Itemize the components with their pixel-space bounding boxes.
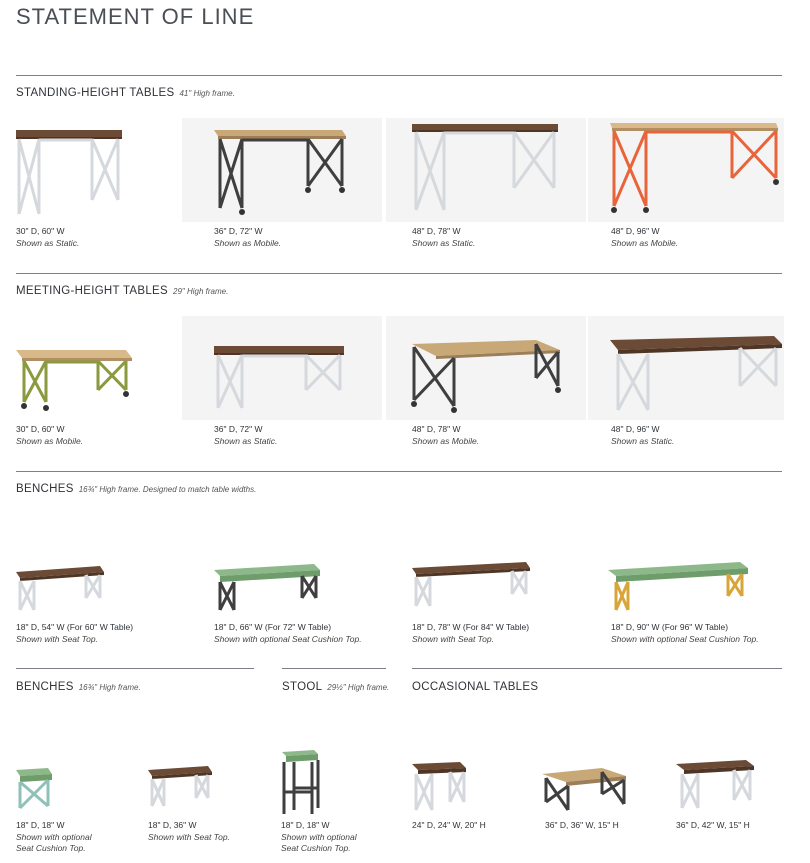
product-meeting-36x72 [182,316,382,420]
section-heading-standing [16,87,235,99]
bench-illustration [146,764,226,814]
dimension-label: 30" D, 60" W [16,424,65,434]
product-standing-30x60 [14,118,184,222]
dimension-label: 36" D, 36" W, 15" H [545,820,619,830]
table-illustration [14,118,184,222]
section-note: 41" High frame. [179,89,235,98]
section-heading-benches-small [16,681,141,693]
table-illustration [674,758,774,816]
table-illustration [410,758,480,816]
dimension-label: 18" D, 18" W [281,820,330,830]
shown-as-label: Shown with Seat Top. [148,832,230,842]
dimension-label: 18" D, 66" W (For 72" W Table) [214,622,332,632]
shown-as-label: Shown as Mobile. [214,238,282,248]
dimension-label: 48" D, 96" W [611,424,660,434]
table-illustration [386,118,586,222]
shown-as-label: Shown as Mobile. [16,436,84,446]
dimension-label: 48" D, 78" W [412,424,461,434]
shown-as-label: Shown with optional Seat Cushion Top. [611,634,759,644]
shown-as-label-line2: Seat Cushion Top. [281,843,351,853]
dimension-label: 18" D, 90" W (For 96" W Table) [611,622,729,632]
section-note: 29" High frame. [173,287,229,296]
section-note: 16¾" High frame. Designed to match table widths. [78,485,257,494]
product-stool-18x18 [278,748,328,818]
bench-illustration [14,560,184,618]
product-standing-48x78 [386,118,586,222]
product-meeting-48x96 [588,316,784,420]
section-note: 16¾" High frame. [78,683,141,692]
product-occasional-36x36 [540,764,640,816]
section-heading-occasional [412,681,538,693]
product-bench-18x66 [210,560,390,618]
section-heading-benches [16,483,256,495]
product-standing-36x72 [182,118,382,222]
bench-illustration [14,764,64,814]
dimension-label: 36" D, 72" W [214,226,263,236]
section-title: BENCHES [16,681,74,693]
dimension-label: 36" D, 72" W [214,424,263,434]
section-divider [412,668,782,669]
dimension-label: 48" D, 78" W [412,226,461,236]
section-heading-meeting [16,285,228,297]
section-title: MEETING-HEIGHT TABLES [16,285,168,297]
table-illustration [588,316,784,420]
shown-as-label: Shown as Static. [16,238,80,248]
shown-as-label: Shown with optional Seat Cushion Top. [214,634,362,644]
table-illustration [182,118,382,222]
section-divider [282,668,386,669]
dimension-label: 36" D, 42" W, 15" H [676,820,750,830]
product-occasional-36x42 [674,758,774,816]
dimension-label: 18" D, 54" W (For 60" W Table) [16,622,134,632]
section-heading-stool [282,681,389,693]
dimension-label: 24" D, 24" W, 20" H [412,820,486,830]
dimension-label: 18" D, 36" W [148,820,197,830]
product-meeting-48x78 [386,316,586,420]
shown-as-label: Shown with Seat Top. [412,634,494,644]
table-illustration [540,764,640,816]
table-illustration [386,316,586,420]
bench-illustration [210,560,390,618]
product-bench-18x90 [606,556,786,618]
section-title: OCCASIONAL TABLES [412,681,539,693]
shown-as-label: Shown with optional [281,832,357,842]
bench-illustration [408,560,588,618]
section-divider [16,75,782,76]
stool-illustration [278,748,328,818]
section-title: STANDING-HEIGHT TABLES [16,87,175,99]
section-divider [16,668,254,669]
page-title: STATEMENT OF LINE [16,4,255,29]
section-title: STOOL [282,681,323,693]
table-illustration [182,316,382,420]
section-title: BENCHES [16,483,74,495]
table-illustration [588,118,784,222]
shown-as-label-line2: Seat Cushion Top. [16,843,86,853]
shown-as-label: Shown as Static. [214,436,278,446]
product-bench-18x18 [14,764,64,814]
dimension-label: 18" D, 18" W [16,820,65,830]
table-illustration [14,316,184,420]
shown-as-label: Shown with optional [16,832,92,842]
product-bench-18x36 [146,764,226,814]
product-meeting-30x60 [14,316,184,420]
product-bench-18x78 [408,560,588,618]
section-divider [16,471,782,472]
dimension-label: 48" D, 96" W [611,226,660,236]
section-divider [16,273,782,274]
product-standing-48x96 [588,118,784,222]
shown-as-label: Shown as Static. [412,238,476,248]
section-note: 29½" High frame. [327,683,390,692]
shown-as-label: Shown with Seat Top. [16,634,98,644]
product-bench-18x54 [14,560,184,618]
shown-as-label: Shown as Static. [611,436,675,446]
product-occasional-24x24 [410,758,480,816]
bench-illustration [606,556,786,618]
dimension-label: 18" D, 78" W (For 84" W Table) [412,622,530,632]
dimension-label: 30" D, 60" W [16,226,65,236]
shown-as-label: Shown as Mobile. [611,238,679,248]
shown-as-label: Shown as Mobile. [412,436,480,446]
